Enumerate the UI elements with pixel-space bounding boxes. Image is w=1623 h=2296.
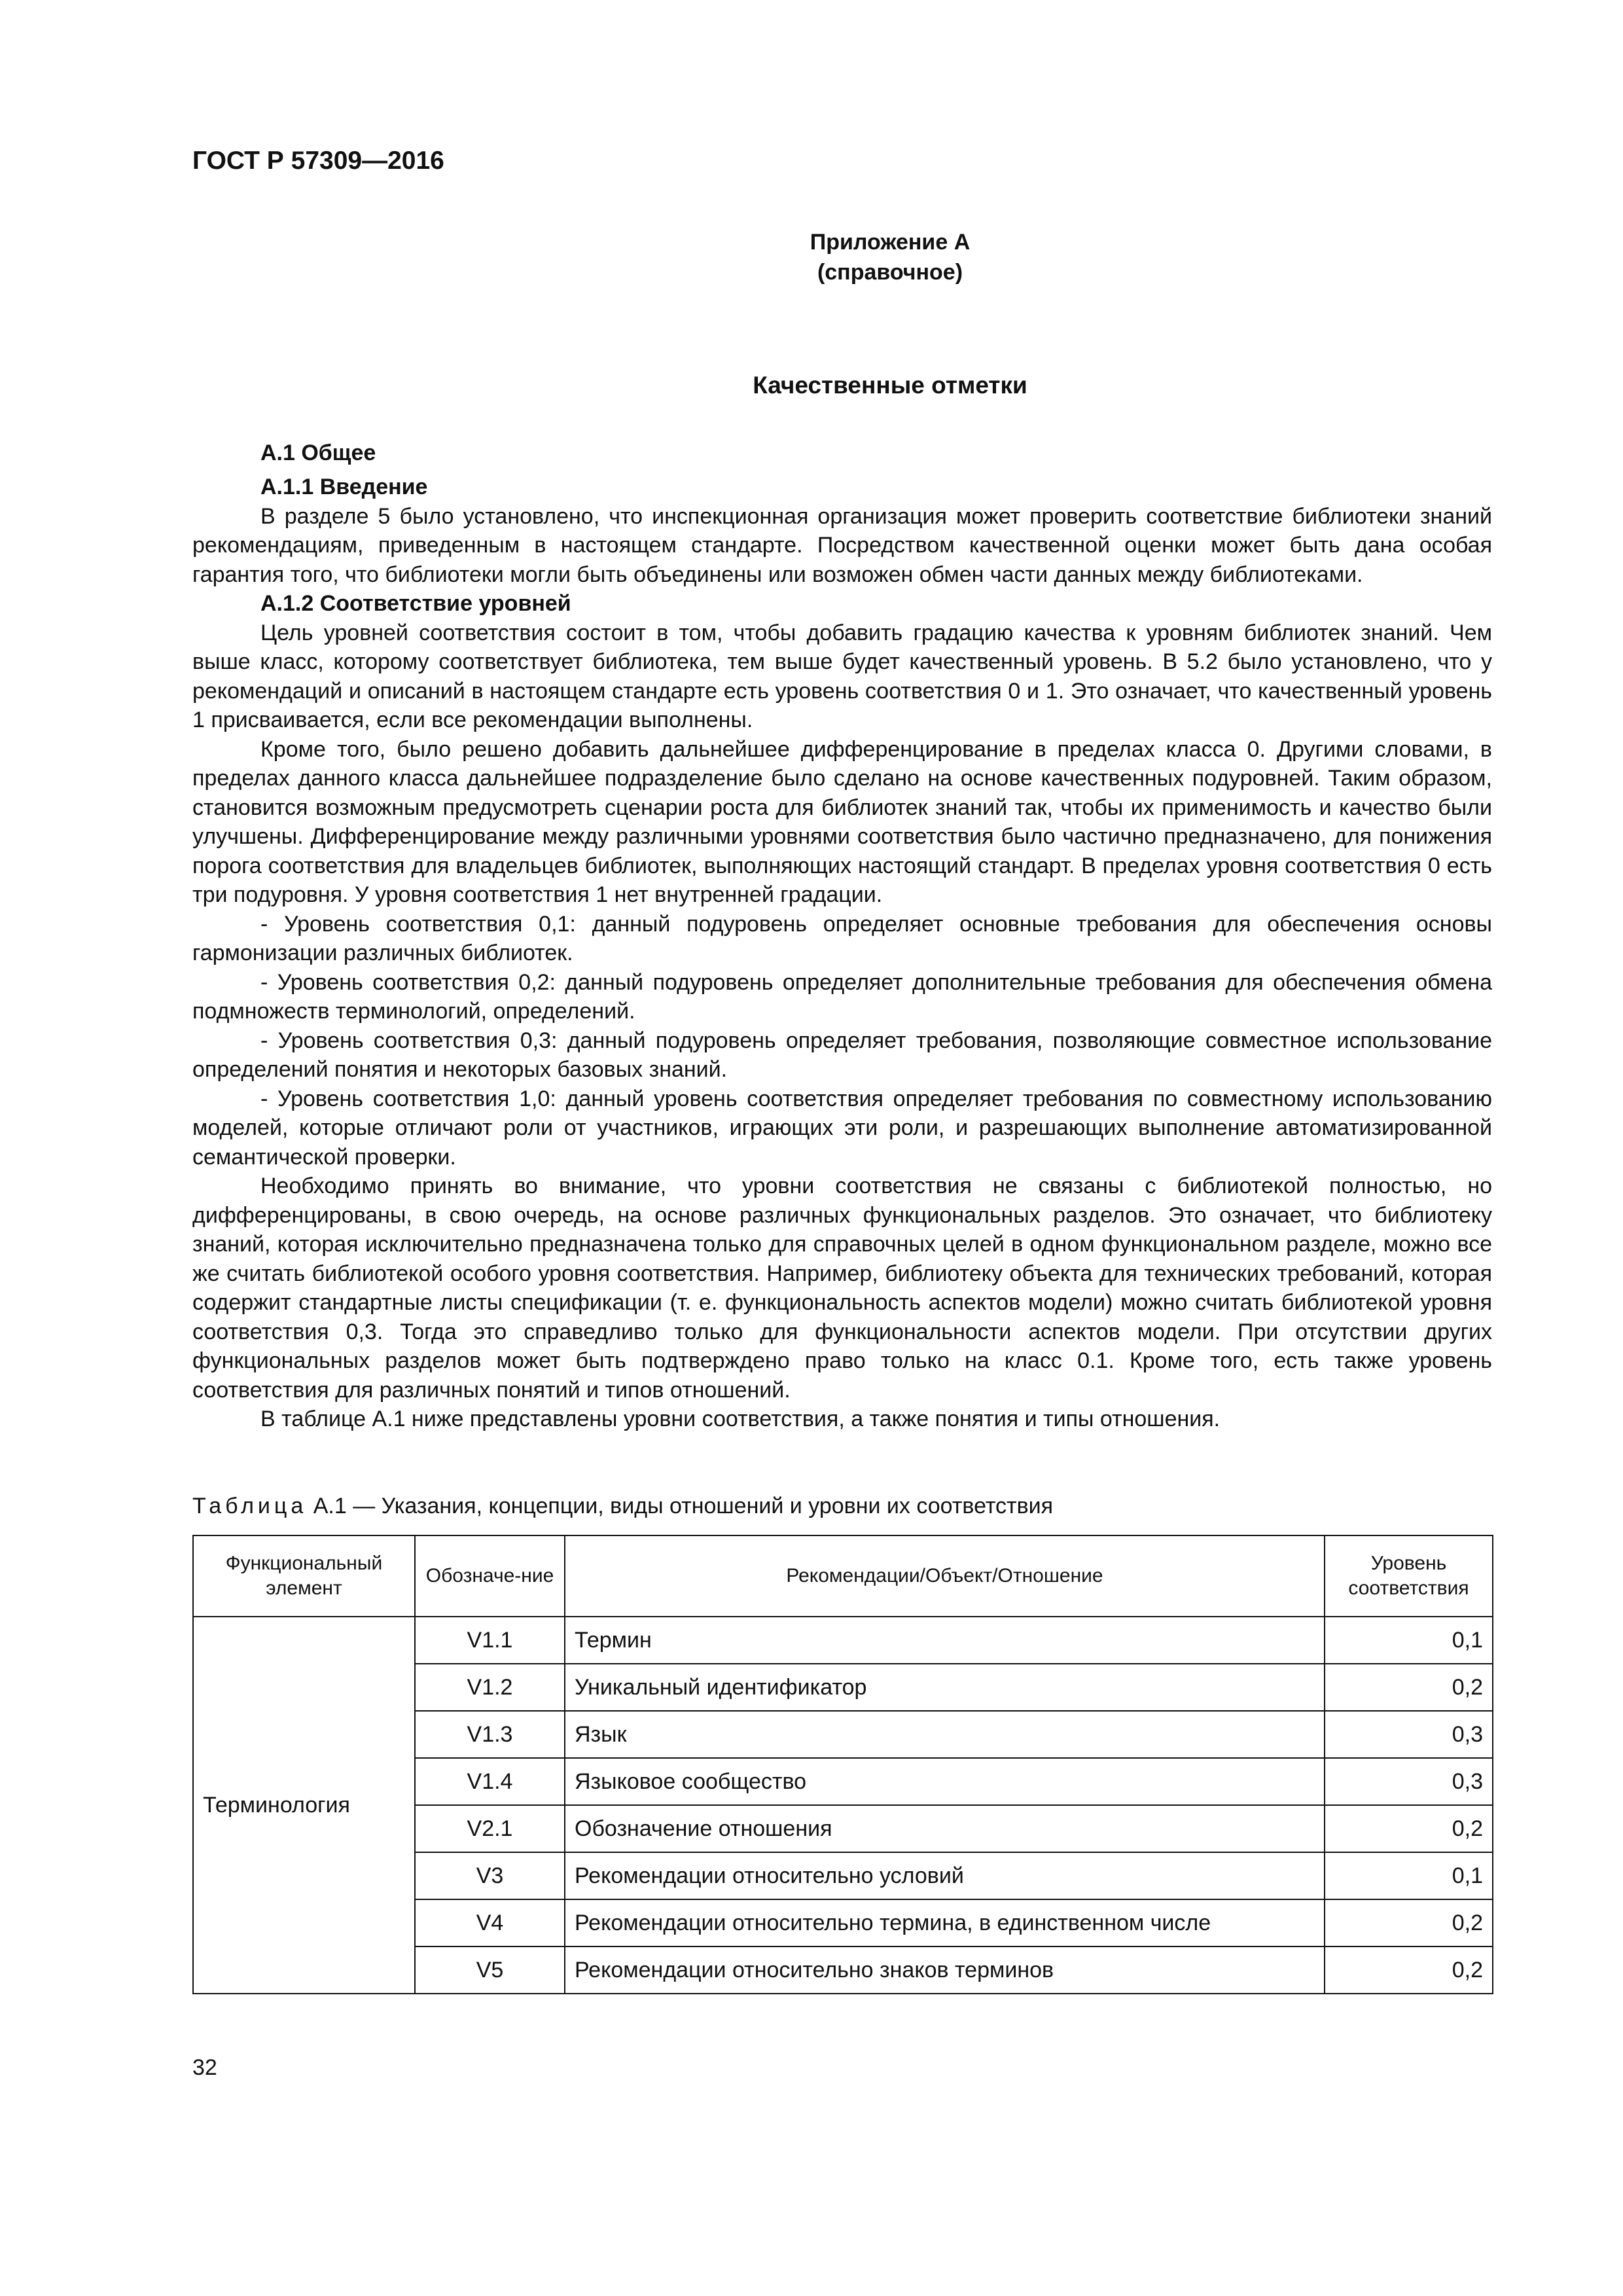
section-heading-a12: А.1.2 Соответствие уровней (260, 591, 571, 616)
item-cell: Языковое сообщество (565, 1758, 1325, 1805)
item-cell: Уникальный идентификатор (565, 1664, 1325, 1711)
header-conformance-level: Уровень соответствия (1325, 1535, 1493, 1617)
list-item-level-1-0: - Уровень соответствия 1,0: данный уровень соответствия определяет требования по совместному использованию моделей, которые отличают роли от участников, играющих эти роли, и разрешающих выполнение автоматизированной семантической проверки. (192, 1086, 1492, 1170)
level-cell: 0,1 (1325, 1617, 1493, 1664)
level-cell: 0,2 (1325, 1664, 1493, 1711)
level-cell: 0,3 (1325, 1758, 1493, 1805)
table-row (193, 1617, 1493, 1664)
standard-code: ГОСТ Р 57309—2016 (192, 147, 444, 175)
level-cell: 0,2 (1325, 1899, 1493, 1946)
code-cell: V1.4 (415, 1758, 565, 1805)
paragraph-levels-purpose: Цель уровней соответствия состоит в том, чтобы добавить градацию качества к уровням библиотек знаний. Чем выше класс, которому соответствует библиотека, тем выше будет качественный уровень. В 5.2 было установлено, что у рекомендаций и описаний в настоящем стандарте есть уровень соответствия 0 и 1. Это означает, что качественный уровень 1 присваивается, если все рекомендации выполнены. (192, 620, 1492, 732)
paragraph-functional-sections: Необходимо принять во внимание, что уровни соответствия не связаны с библиотекой полностью, но дифференцированы, в свою очередь, на основе различных функциональных разделов. Это означает, что библиотеку знаний, которая исключительно предназначена только для справочных целей в одном функциональном разделе, можно все же считать библиотекой особого уровня соответствия. Например, библиотеку объекта для технических требований, которая содержит стандартные листы спецификации (т. е. функциональность аспектов модели) можно считать библиотекой уровня соответствия 0,3. Тогда это справедливо только для функциональности аспектов модели. При отсутствии других функциональных разделов может быть подтверждено право только на класс 0.1. Кроме того, есть также уровень соответствия для различных понятий и типов отношений. (192, 1174, 1492, 1403)
document-title: Качественные отметки (753, 372, 1027, 399)
code-cell: V5 (415, 1946, 565, 1994)
document-body (192, 439, 1492, 1434)
table-header-row (193, 1535, 1493, 1617)
item-cell: Рекомендации относительно термина, в единственном числе (565, 1899, 1325, 1946)
paragraph-table-ref: В таблице А.1 ниже представлены уровни соответствия, а также понятия и типы отношения. (260, 1407, 1221, 1431)
header-designation: Обозначе-ние (415, 1535, 565, 1617)
appendix-heading (0, 227, 1623, 287)
section-heading-a1: А.1 Общее (260, 440, 376, 465)
level-cell: 0,1 (1325, 1852, 1493, 1899)
item-cell: Рекомендации относительно условий (565, 1852, 1325, 1899)
level-cell: 0,2 (1325, 1805, 1493, 1852)
list-item-level-0-2: - Уровень соответствия 0,2: данный подуровень определяет дополнительные требования для обеспечения обмена подмножеств терминологий, определений. (192, 969, 1492, 1024)
paragraph-intro: В разделе 5 было установлено, что инспекционная организация может проверить соответствие библиотеки знаний рекомендациям, приведенным в настоящем стандарте. Посредством качественной оценки может быть дана особая гарантия того, что библиотеки могли быть объединены или возможен обмен части данных между библиотеками. (192, 503, 1492, 587)
appendix-type: (справочное) (817, 260, 963, 285)
code-cell: V1.2 (415, 1664, 565, 1711)
code-cell: V2.1 (415, 1805, 565, 1852)
list-item-level-0-1: - Уровень соответствия 0,1: данный подуровень определяет основные требования для обеспечения основы гармонизации различных библиотек. (192, 911, 1492, 965)
list-item-level-0-3: - Уровень соответствия 0,3: данный подуровень определяет требования, позволяющие совместное использование определений понятия и некоторых базовых знаний. (192, 1028, 1492, 1082)
conformance-table (192, 1535, 1493, 1994)
code-cell: V4 (415, 1899, 565, 1946)
item-cell: Язык (565, 1711, 1325, 1758)
item-cell: Термин (565, 1617, 1325, 1664)
page-number: 32 (192, 2055, 217, 2080)
paragraph-class-0: Кроме того, было решено добавить дальнейшее дифференцирование в пределах класса 0. Другими словами, в пределах данного класса дальнейшее подразделение было сделано на основе качественных подуровней. Таким образом, становится возможным предусмотреть сценарии роста для библиотек знаний так, чтобы их применимость и качество были улучшены. Дифференцирование между различными уровнями соответствия было частично предназначено, для понижения порога соответствия для владельцев библиотек, выполняющих настоящий стандарт. В пределах уровня соответствия 0 есть три подуровня. У уровня соответствия 1 нет внутренней градации. (192, 736, 1492, 907)
header-recommendation: Рекомендации/Объект/Отношение (565, 1535, 1325, 1617)
section-heading-a11: А.1.1 Введение (260, 475, 428, 499)
level-cell: 0,2 (1325, 1946, 1493, 1994)
level-cell: 0,3 (1325, 1711, 1493, 1758)
item-cell: Рекомендации относительно знаков терминов (565, 1946, 1325, 1994)
group-cell-terminology: Терминология (193, 1617, 415, 1994)
code-cell: V1.1 (415, 1617, 565, 1664)
item-cell: Обозначение отношения (565, 1805, 1325, 1852)
appendix-label: Приложение А (810, 230, 971, 255)
code-cell: V1.3 (415, 1711, 565, 1758)
table-caption-text: А.1 — Указания, концепции, виды отношений и уровни их соответствия (307, 1494, 1054, 1518)
table-caption (192, 1494, 1053, 1519)
code-cell: V3 (415, 1852, 565, 1899)
header-functional-element: Функциональный элемент (193, 1535, 415, 1617)
table-caption-prefix: Таблица (192, 1494, 308, 1518)
